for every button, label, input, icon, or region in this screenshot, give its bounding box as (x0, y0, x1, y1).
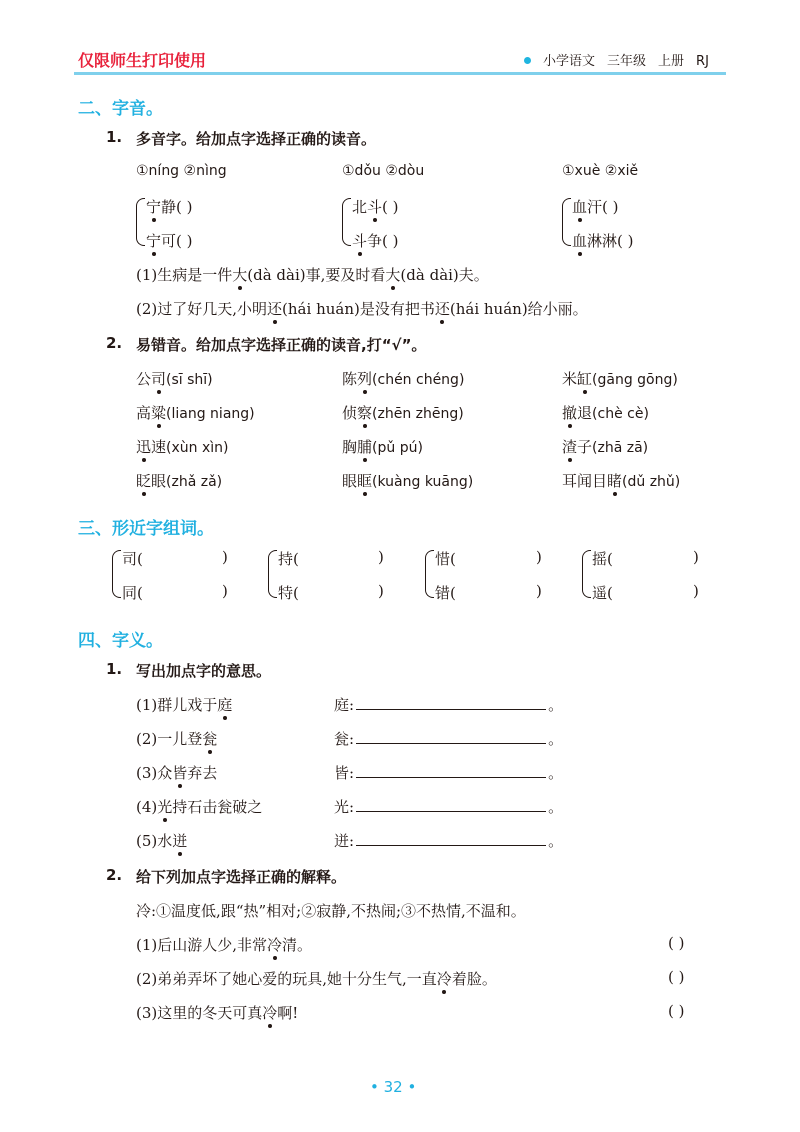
word-blank[interactable]: 同( (122, 584, 143, 602)
sentence-item: (2)一儿登瓮 (136, 730, 218, 748)
sentence-item: (3)这里的冬天可真冷啊! (136, 1004, 299, 1022)
brace (562, 198, 571, 246)
answer-paren[interactable]: ( ) (668, 1002, 685, 1020)
blank-line[interactable] (356, 797, 546, 812)
pinyin-item: 侦察(zhēn zhēng) (342, 404, 464, 422)
question-text: 写出加点字的意思。 (136, 662, 272, 680)
word-item: 宁静( ) (146, 198, 193, 216)
subject: 小学语文 (543, 54, 596, 69)
sentence-item: (1)后山游人少,非常冷清。 (136, 936, 313, 954)
close-paren: ) (222, 582, 228, 600)
volume: 上册 (658, 54, 685, 69)
word-item: 宁可( ) (146, 232, 193, 250)
answer-line[interactable]: 迸: 。 (334, 832, 564, 850)
question-text: 给下列加点字选择正确的解释。 (136, 868, 347, 886)
close-paren: ) (693, 548, 699, 566)
word-item: 北斗( ) (352, 198, 399, 216)
close-paren: ) (536, 548, 542, 566)
header-rule (74, 72, 726, 75)
answer-line[interactable]: 瓮: 。 (334, 730, 564, 748)
pinyin-item: 公司(sī shī) (136, 370, 213, 388)
page-number: • 32 • (370, 1078, 417, 1096)
close-paren: ) (693, 582, 699, 600)
question-label: 1. (106, 128, 123, 146)
definition: 冷:①温度低,跟“热”相对;②寂静,不热闹;③不热情,不温和。 (136, 902, 526, 920)
pinyin-item: 耳闻目睹(dǔ zhǔ) (562, 472, 681, 490)
section-title: 二、字音。 (78, 99, 163, 119)
pinyin-item: 胸脯(pǔ pú) (342, 438, 423, 456)
word-blank[interactable]: 惜( (435, 550, 456, 568)
pinyin-options: ①xuè ②xiě (562, 163, 639, 179)
edition: RJ (696, 54, 709, 69)
question-text: 易错音。给加点字选择正确的读音,打“√”。 (136, 336, 427, 354)
word-item: 血淋淋( ) (572, 232, 634, 250)
pinyin-item: 撤退(chè cè) (562, 404, 649, 422)
close-paren: ) (536, 582, 542, 600)
pinyin-options: ①níng ②nìng (136, 163, 227, 179)
sentence-item: (1)群儿戏于庭 (136, 696, 233, 714)
blank-line[interactable] (356, 831, 546, 846)
answer-line[interactable]: 光: 。 (334, 798, 564, 816)
brace (342, 198, 351, 246)
word-item: 血汗( ) (572, 198, 619, 216)
word-blank[interactable]: 司( (122, 550, 143, 568)
header-book-info (524, 50, 721, 69)
word-blank[interactable]: 遥( (592, 584, 613, 602)
answer-line[interactable]: 皆: 。 (334, 764, 564, 782)
bullet-icon (524, 57, 531, 64)
sentence-item: (2)弟弟弄坏了她心爱的玩具,她十分生气,一直冷着脸。 (136, 970, 497, 988)
blank-line[interactable] (356, 695, 546, 710)
close-paren: ) (378, 548, 384, 566)
brace (425, 550, 434, 598)
pinyin-item: 迅速(xùn xìn) (136, 438, 229, 456)
close-paren: ) (378, 582, 384, 600)
word-blank[interactable]: 摇( (592, 550, 613, 568)
pinyin-item: 高粱(liang niang) (136, 404, 255, 422)
header-watermark: 仅限师生打印使用 (78, 51, 207, 70)
sentence-item: (2)过了好几天,小明还(hái huán)是没有把书还(hái huán)给小丽。 (136, 300, 588, 318)
answer-paren[interactable]: ( ) (668, 968, 685, 986)
sentence-item: (3)众皆弃去 (136, 764, 218, 782)
question-text: 多音字。给加点字选择正确的读音。 (136, 130, 377, 148)
answer-paren[interactable]: ( ) (668, 934, 685, 952)
pinyin-item: 眨眼(zhǎ zǎ) (136, 472, 223, 490)
question-label: 2. (106, 866, 123, 884)
blank-line[interactable] (356, 763, 546, 778)
brace (582, 550, 591, 598)
grade: 三年级 (607, 54, 647, 69)
pinyin-options: ①dǒu ②dòu (342, 163, 425, 179)
pinyin-item: 眼眶(kuàng kuāng) (342, 472, 474, 490)
question-label: 2. (106, 334, 123, 352)
pinyin-item: 陈列(chén chéng) (342, 370, 465, 388)
pinyin-item: 渣子(zhā zā) (562, 438, 649, 456)
sentence-item: (1)生病是一件大(dà dài)事,要及时看大(dà dài)夫。 (136, 266, 489, 284)
close-paren: ) (222, 548, 228, 566)
brace (112, 550, 121, 598)
answer-line[interactable]: 庭: 。 (334, 696, 564, 714)
word-item: 斗争( ) (352, 232, 399, 250)
word-blank[interactable]: 持( (278, 550, 299, 568)
word-blank[interactable]: 错( (435, 584, 456, 602)
sentence-item: (4)光持石击瓮破之 (136, 798, 263, 816)
question-label: 1. (106, 660, 123, 678)
pinyin-item: 米缸(gāng gōng) (562, 370, 678, 388)
sentence-item: (5)水迸 (136, 832, 188, 850)
word-blank[interactable]: 特( (278, 584, 299, 602)
brace (136, 198, 145, 246)
section-title: 三、形近字组词。 (78, 519, 214, 539)
section-title: 四、字义。 (78, 631, 163, 651)
brace (268, 550, 277, 598)
blank-line[interactable] (356, 729, 546, 744)
